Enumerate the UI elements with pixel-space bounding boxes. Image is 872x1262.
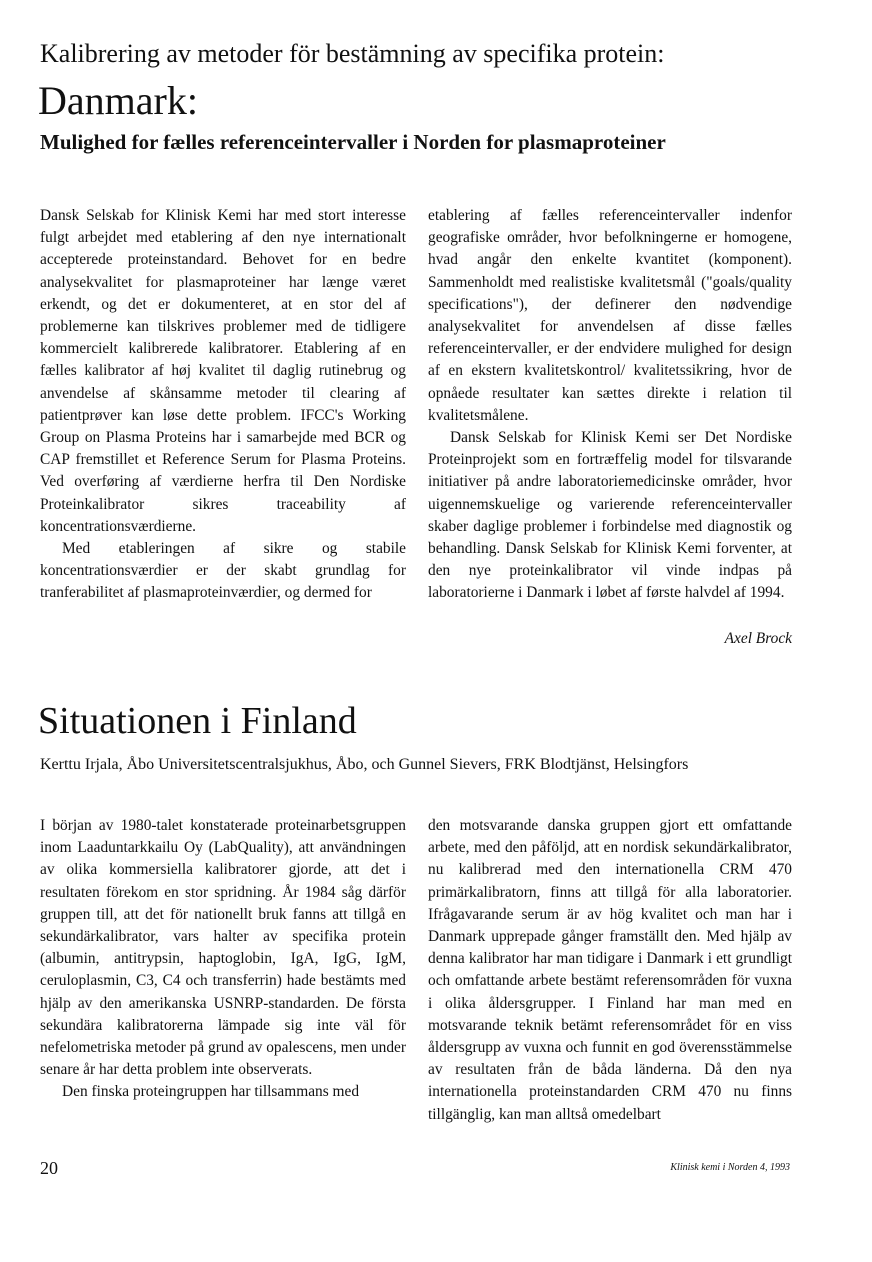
author-signature: Axel Brock	[724, 630, 792, 647]
paragraph: etablering af fælles referenceintervaller indenfor geografiske områder, hvor befolkningerne er homogene, hvad angår den enkelte kvantitet (komponent). Sammenholdt med realistiske kvalitetsmål ("goals/quality specifications"), der definerer den nødvendige analysekvalitet for anvendelsen af disse fælles referenceintervaller, er der endvidere mulighed for design af en ekstern kvalitetskontrol/ kvalitetssikring, hvor de opnåede resultater kan sættes direkte i relation til kvalitetsmålene.	[428, 207, 792, 424]
article1-column-left	[40, 205, 406, 605]
article-title-danmark: Danmark:	[38, 78, 198, 123]
paragraph: den motsvarande danska gruppen gjort ett omfattande arbete, med den påföljd, att en nordisk sekundärkalibrator, nu kalibrerad med den internationella CRM 470 primärkalibratorn, finns att tillgå för alla laboratorier. Ifrågavarande serum är av hög kvalitet och man har i Danmark upprepade gånger framställt den. Med hjälp av denna kalibrator har man tidigare i Danmark i ett grundligt och omfattande arbete bestämt referensområden för vuxna i olika åldersgrupper. I Finland har man med en motsvarande teknik betämt referensområdet för en viss åldersgrupp av vuxna och funnit en god överensstämmelse av resultaten från de båda länderna. Då den nya internationella proteinstandarden CRM 470 nu finns tillgänglig, kan man alltså omedelbart	[428, 817, 792, 1123]
paragraph: Dansk Selskab for Klinisk Kemi ser Det Nordiske Proteinprojekt som en fortræffelig model for tilsvarande initiativer på andre laboratoriemedicinske områder, hvor uigennemskuelige og varierende referenceintervaller skaber daglige problemer i forbindelse med diagnostik og behandling. Dansk Selskab for Klinisk Kemi forventer, at den nye proteinkalibrator vil vinde indpas på laboratorierne i Danmark i løbet af første halvdel af 1994.	[428, 429, 792, 602]
paragraph: I början av 1980-talet konstaterade proteinarbetsgruppen inom Laaduntarkkailu Oy (LabQuality), att användningen av olika kommersiella kalibratorer gjorde, att det i resultaten förekom en stor spridning. År 1984 såg därför gruppen till, att det för nationellt bruk fanns att tillgå en sekundärkalibrator, vars halter av specifika protein (albumin, antitrypsin, haptoglobin, IgA, IgG, IgM, ceruloplasmin, C3, C4 och transferrin) hade bestämts med hjälp av den amerikanska USNRP-standarden. De första sekundära kalibratorerna lämpade sig inte väl för nefelometriska metoder på grund av opalescens, men under senare år har detta problem inte observerats.	[40, 817, 406, 1079]
journal-footer: Klinisk kemi i Norden 4, 1993	[670, 1162, 790, 1173]
section-kicker: Kalibrering av metoder för bestämning av specifika protein:	[40, 39, 665, 68]
article2-column-right	[428, 815, 792, 1126]
article-authors: Kerttu Irjala, Åbo Universitetscentralsjukhus, Åbo, och Gunnel Sievers, FRK Blodtjänst, Helsingfors	[40, 756, 689, 773]
article2-column-left	[40, 815, 406, 1104]
paragraph: Med etableringen af sikre og stabile koncentrationsværdier er der skabt grundlag for tranferabilitet af plasmaproteinværdier, og dermed for	[40, 540, 406, 602]
article-subtitle: Mulighed for fælles referenceintervaller i Norden for plasmaproteiner	[40, 130, 666, 154]
article-title-finland: Situationen i Finland	[38, 700, 357, 742]
paragraph: Dansk Selskab for Klinisk Kemi har med stort interesse fulgt arbejdet med etablering af den nye internationalt accepterede proteinstandard. Behovet for en bedre analysekvalitet for plasmaproteiner har længe været erkendt, og det er dokumenteret, at en stor del af problemerne kan tilskrives problemer med de tidligere kommercielt kalibrerede kalibratorer. Etablering af en fælles kalibrator af høj kvalitet til daglig rutinebrug og anvendelse af skånsamme metoder til clearing af patientprøver kan løse dette problem. IFCC's Working Group on Plasma Proteins har i samarbejde med BCR og CAP fremstillet et Reference Serum for Plasma Proteins. Ved overføring af værdierne herfra til Den Nordiske Proteinkalibrator sikres traceability af koncentrationsværdierne.	[40, 207, 406, 535]
paragraph: Den finska proteingruppen har tillsammans med	[62, 1083, 360, 1101]
page-number: 20	[40, 1158, 58, 1178]
article1-column-right	[428, 205, 792, 605]
